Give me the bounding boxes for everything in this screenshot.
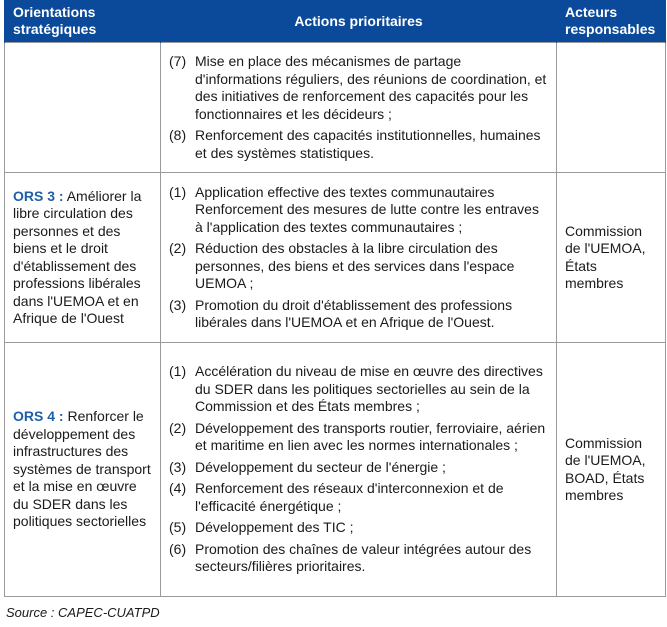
table-row xyxy=(5,173,666,343)
action-text: Application effective des textes communautaires Renforcement des mesures de lutte contre les entraves à l'application des textes communautaires ; xyxy=(195,183,539,235)
action-item xyxy=(169,184,550,237)
action-number: (7) xyxy=(169,53,187,69)
action-text: Renforcement des capacités institutionnelles, humaines et des systèmes statistiques. xyxy=(195,127,541,161)
action-text: Accélération du niveau de mise en œuvre des directives du SDER dans les politiques sectorielles au sein de la Commission et des États membres ; xyxy=(195,363,543,415)
actions-cell xyxy=(161,343,557,597)
priority-actions-table xyxy=(4,0,666,597)
actors-cell: Commission de l'UEMOA, États membres xyxy=(557,173,666,343)
action-number: (4) xyxy=(169,480,187,497)
action-text: Mise en place des mécanismes de partage d'informations réguliers, des réunions de coordination, et des initiatives de renforcement des capacités pour les fonctionnaires et les décideurs ; xyxy=(195,53,547,122)
ors-text: Renforcer le développement des infrastructures des systèmes de transport et la mise en œuvre du SDER dans les politiques sectorielles xyxy=(13,408,151,530)
actions-list xyxy=(169,363,550,576)
table-row xyxy=(5,343,666,597)
actors-cell xyxy=(557,43,666,173)
actions-cell xyxy=(161,43,557,173)
action-item xyxy=(169,519,550,537)
header-actions: Actions prioritaires xyxy=(161,0,557,43)
ors-label: ORS 4 : xyxy=(13,408,64,425)
source-note: Source : CAPEC-CUATPD xyxy=(6,605,160,620)
action-item xyxy=(169,53,550,123)
action-text: Réduction des obstacles à la libre circulation des personnes, des biens et des services dans l'espace UEMOA ; xyxy=(195,240,515,291)
action-item xyxy=(169,420,550,455)
header-actors: Acteurs responsables xyxy=(557,0,666,43)
orientation-cell xyxy=(5,173,161,343)
action-text: Renforcement des réseaux d'interconnexion et de l'efficacité énergétique ; xyxy=(195,480,504,514)
action-number: (1) xyxy=(169,363,187,380)
action-number: (2) xyxy=(169,419,187,436)
ors-label: ORS 3 : xyxy=(13,187,64,204)
actors-cell: Commission de l'UEMOA, BOAD, États membres xyxy=(557,343,666,597)
action-number: (6) xyxy=(169,540,187,557)
actions-list xyxy=(169,184,550,332)
actions-list xyxy=(169,53,550,162)
action-text: Promotion du droit d'établissement des professions libérales dans l'UEMOA et en Afrique de l'Ouest. xyxy=(195,296,513,330)
orientation-cell xyxy=(5,343,161,597)
orientation-cell xyxy=(5,43,161,173)
action-item xyxy=(169,363,550,416)
action-item xyxy=(169,541,550,576)
action-text: Développement des TIC ; xyxy=(195,519,354,536)
action-number: (8) xyxy=(169,127,187,143)
action-text: Promotion des chaînes de valeur intégrées autour des secteurs/filières prioritaires. xyxy=(195,540,532,575)
table-row xyxy=(5,43,666,173)
action-number: (3) xyxy=(169,458,187,475)
action-item xyxy=(169,297,550,332)
action-number: (1) xyxy=(169,183,187,200)
ors-text: Améliorer la libre circulation des personnes et des biens et le droit d'établissement des professions libérales dans l'UEMOA et en Afrique de l'Ouest xyxy=(13,187,142,326)
actions-cell xyxy=(161,173,557,343)
action-item xyxy=(169,480,550,515)
action-item xyxy=(169,127,550,162)
action-number: (2) xyxy=(169,240,187,256)
action-text: Développement du secteur de l'énergie ; xyxy=(195,458,446,475)
action-text: Développement des transports routier, ferroviaire, aérien et maritime en lien avec les normes internationales ; xyxy=(195,419,546,454)
action-item xyxy=(169,459,550,477)
table-header-row xyxy=(5,0,666,43)
action-number: (5) xyxy=(169,519,187,536)
action-item xyxy=(169,240,550,293)
action-number: (3) xyxy=(169,296,187,313)
header-orientations: Orientations stratégiques xyxy=(5,0,161,43)
